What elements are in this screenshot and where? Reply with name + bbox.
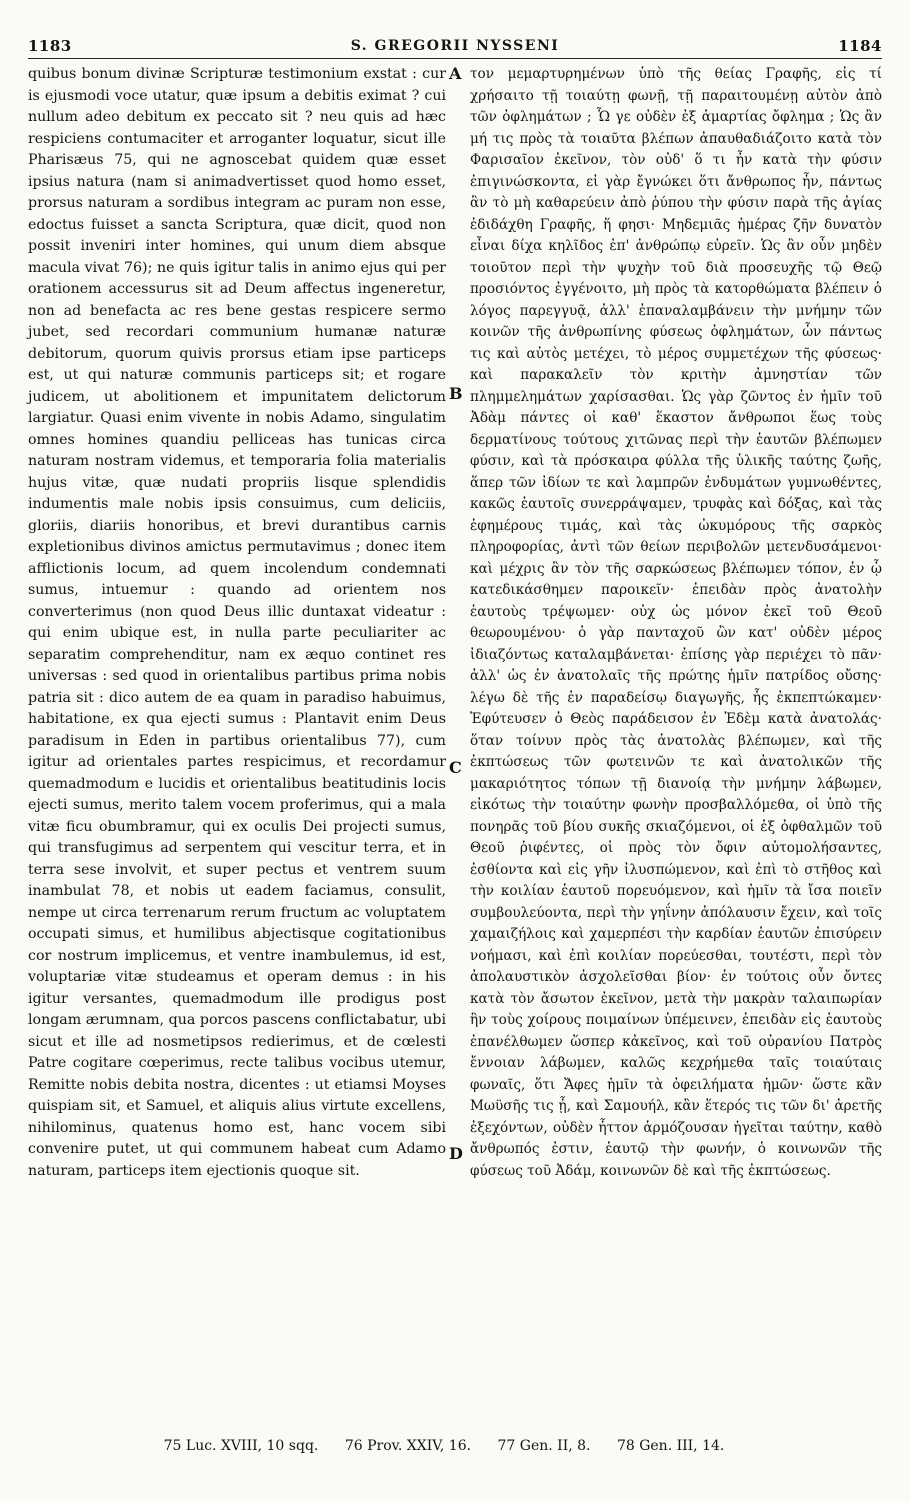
footnote: 78 Gen. III, 14. bbox=[616, 1438, 725, 1454]
footnote: 77 Gen. II, 8. bbox=[497, 1438, 591, 1454]
greek-column bbox=[470, 64, 882, 1182]
running-title: S. GREGORII NYSSENI bbox=[350, 38, 560, 54]
section-marker-b: B bbox=[449, 384, 463, 403]
page-number-left: 1183 bbox=[28, 37, 72, 55]
page-header bbox=[28, 34, 882, 59]
footnote: 76 Prov. XXIV, 16. bbox=[344, 1438, 472, 1454]
section-marker-c: C bbox=[449, 758, 462, 777]
latin-column bbox=[28, 64, 446, 1182]
page-number-right: 1184 bbox=[838, 37, 882, 55]
footnote: 75 Luc. XVIII, 10 sqq. bbox=[163, 1438, 319, 1454]
greek-text: τον μεμαρτυρημένων ὑπὸ τῆς θείας Γραφῆς, εἰς τί χρήσαιτο τῇ τοιαύτῃ φωνῇ, τῇ παραιτουμένῃ αὐτὸν ἀπὸ τῶν ὀφλημάτων ; Ὧ γε οὐδὲν ἐξ ἁμαρτίας ὄφλημα ; Ὡς ἂν μή τις πρὸς τὰ τοιαῦτα βλέπων ἀπαυθαδιάζοιτο κατὰ τὸν Φαρισαῖον ἐκεῖνον, τὸν οὐδ' ὅ τι ἦν κατὰ τὴν φύσιν ἐπιγινώσκοντα, εἰ γὰρ ἔγνώκει ὅτι ἄνθρωπος ἦν, πάντως ἂν τὸ μὴ καθαρεύειν ἀπὸ ῥύπου τὴν φύσιν παρὰ τῆς ἁγίας ἐδιδάχθη Γραφῆς, ἥ φησι· Μηδεμιᾶς ἡμέρας ζῆν δυνατὸν εἶναι δίχα κηλῖδος ἐπ' ἀνθρώπῳ εὑρεῖν. Ὡς ἂν οὖν μηδὲν τοιοῦτον περὶ τὴν ψυχὴν τοῦ διὰ προσευχῆς τῷ Θεῷ προσιόντος ἐγγένοιτο, μὴ πρὸς τὰ κατορθώματα βλέπειν ὁ λόγος παρεγγυᾷ, ἀλλ' ἐπαναλαμβάνειν τὴν μνήμην τῶν κοινῶν τῆς ἀνθρωπίνης φύσεως ὀφλημάτων, ὧν πάντως τις καὶ αὐτὸς μετέχει, τὸ μέρος συμμετέχων τῆς φύσεως· καὶ παρακαλεῖν τὸν κριτὴν ἀμνηστίαν τῶν πλημμελημάτων χαρίσασθαι. Ὡς γὰρ ζῶντος ἐν ἡμῖν τοῦ Ἀδὰμ πάντες οἱ καθ' ἕκαστον ἄνθρωποι ἕως τοὺς δερματίνους τούτους χιτῶνας περὶ τὴν ἑαυτῶν βλέπωμεν φύσιν, καὶ τὰ πρόσκαιρα φύλλα τῆς ὑλικῆς ταύτης ζωῆς, ἅπερ τῶν ἰδίων τε καὶ λαμπρῶν ἐνδυμάτων γυμνωθέντες, κακῶς ἑαυτοῖς συνερράψαμεν, τρυφὰς καὶ δόξας, καὶ τὰς ἐφημέρους τιμάς, καὶ τὰς ὠκυμόρους τῆς σαρκὸς πληροφορίας, ἀντὶ τῶν θείων περιβολῶν μετενδυσάμενοι· καὶ μέχρις ἂν τὸν τῆς σαρκώσεως βλέπωμεν τόπον, ἐν ᾧ κατεδικάσθημεν παροικεῖν· ἐπειδὰν πρὸς ἀνατολὴν ἑαυτοὺς τρέψωμεν· οὐχ ὡς μόνον ἐκεῖ τοῦ Θεοῦ θεωρουμένου· ὁ γὰρ πανταχοῦ ὢν κατ' οὐδὲν μέρος ἰδιαζόντως καταλαμβάνεται· ἐπίσης γὰρ περιέχει τὸ πᾶν· ἀλλ' ὡς ἐν ἀνατολαῖς τῆς πρώτης ἡμῖν πατρίδος οὔσης· λέγω δὲ τῆς ἐν παραδείσῳ διαγωγῆς, ἧς ἐκπεπτώκαμεν· Ἐφύτευσεν ὁ Θεὸς παράδεισον ἐν Ἐδὲμ κατὰ ἀνατολάς· ὅταν τοίνυν πρὸς τὰς ἀνατολὰς βλέπωμεν, καὶ τῆς ἐκπτώσεως τῶν φωτεινῶν τε καὶ ἀνατολικῶν τῆς μακαριότητος τόπων τῇ διανοίᾳ τὴν μνήμην λάβωμεν, εἰκότως τὴν τοιαύτην φωνὴν προσβαλλόμεθα, οἱ ὑπὸ τῆς πονηρᾶς τοῦ βίου συκῆς σκιαζόμενοι, οἱ ἐξ ὀφθαλμῶν τοῦ Θεοῦ ῥιφέντες, οἱ πρὸς τὸν ὄφιν αὐτομολήσαντες, ἐσθίοντα καὶ εἰς γῆν ἰλυσπώμενον, καὶ ἐπὶ τὸ στῆθος καὶ τὴν κοιλίαν ἑαυτοῦ πορευόμενον, καὶ ἡμῖν τὰ ἴσα ποιεῖν συμβουλεύοντα, περὶ τὴν γηΐνην ἀπόλαυσιν ἔχειν, καὶ τοῖς χαμαιζήλοις καὶ χαμερπέσι τὴν καρδίαν ἑαυτῶν ἐπισύρειν νοήμασι, καὶ ἐπὶ κοιλίαν πορεύεσθαι, τουτέστι, περὶ τὸν ἀπολαυστικὸν ἀσχολεῖσθαι βίον· ἐν τούτοις οὖν ὄντες κατὰ τὸν ἄσωτον ἐκεῖνον, μετὰ τὴν μακρὰν ταλαιπωρίαν ἣν τοὺς χοίρους ποιμαίνων ὑπέμεινεν, ἐπειδὰν εἰς ἑαυτοὺς ἐπανέλθωμεν ὥσπερ κἀκεῖνος, καὶ τοῦ οὐρανίου Πατρὸς ἔννοιαν λάβωμεν, καλῶς κεχρήμεθα ταῖς τοιαύταις φωναῖς, ὅτι Ἄφες ἡμῖν τὰ ὀφειλήματα ἡμῶν· ὥστε κἂν Μωϋσῆς τις ᾖ, καὶ Σαμουήλ, κἂν ἕτερός τις τῶν δι' ἀρετῆς ἐξεχόντων, οὐδὲν ἧττον ἁρμόζουσαν ἡγεῖται ταύτην, καθὸ ἄνθρωπός ἐστιν, ἑαυτῷ τὴν φωνήν, ὁ κοινωνῶν τῆς φύσεως τοῦ Ἀδάμ, κοινωνῶν δὲ καὶ τῆς ἐκπτώσεως. bbox=[470, 66, 882, 1179]
footnotes bbox=[28, 1438, 882, 1454]
section-marker-d: D bbox=[449, 1144, 463, 1163]
latin-text: quibus bonum divinæ Scripturæ testimonium exstat : cur is ejusmodi voce utatur, quæ ipsum a debitis eximat ? cui nullum adeo debitum ex peccato sit ? neu quis ad hæc respiciens contumaciter et arroganter loquatur, sicut ille Pharisæus 75, qui ne agnoscebat quidem quæ esset ipsius natura (nam si animadvertisset quod homo esset, prorsus naturam a sordibus integram ac puram non esse, edoctus fuisset a sancta Scriptura, quæ dicit, quod non possit inveniri inter homines, qui unum diem absque macula vivat 76); ne quis igitur talis in animo ejus qui per orationem accessurus sit ad Deum affectus ingeneretur, non ad benefacta ac res bene gestas respicere sermo jubet, sed recordari communium humanæ naturæ debitorum, quorum quivis prorsus etiam ipse particeps est, ut qui naturæ communis particeps sit; et rogare judicem, ut abolitionem et impunitatem delictorum largiatur. Quasi enim vivente in nobis Adamo, singulatim omnes homines quandiu pelliceas has tunicas circa naturam nostram videmus, et temporaria folia materialis hujus vitæ, quæ nudati propriis lisque splendidis indumentis male nobis ipsis consuimus, cum deliciis, gloriis, diariis honoribus, et brevi durantibus carnis expletionibus divinos amictus permutavimus ; donec item afflictionis locum, ad quem incolendum condemnati sumus, intuemur : quando ad orientem nos converterimus (non quod Deus illic duntaxat videatur : qui enim ubique est, in nulla parte peculiariter ac separatim comprehenditur, nam ex æquo continet res universas : sed quod in orientalibus partibus prima nobis patria sit : dico autem de ea quam in paradiso habuimus, habitatione, ex qua ejecti sumus : Plantavit enim Deus paradisum in Eden in partibus orientalibus 77), cum igitur ad orientales partes respicimus, et recordamur quemadmodum e lucidis et orientalibus beatitudinis locis ejecti sumus, merito talem vocem proferimus, qui a mala vitæ ficu obumbramur, qui ex oculis Dei projecti sumus, qui transfugimus ad serpentem qui vescitur terra, et in terra sese involvit, et super pectus et ventrem suum inambulat 78, et nobis ut eadem faciamus, consulit, nempe ut circa terrenarum rerum fructum ac voluptatem occupati simus, et humilibus abjectisque cogitationibus cor nostrum implicemus, et ventre inambulemus, id est, voluptariæ vitæ studeamus et operam demus : in his igitur versantes, quemadmodum ille prodigus post longam ærumnam, qua porcos pascens conflictabatur, ubi sicut et ille ad nosmetipsos redierimus, et de cœlesti Patre cogitare cœperimus, recte talibus vocibus utemur, Remitte nobis debita nostra, dicentes : ut etiamsi Moyses quispiam sit, et Samuel, et aliquis alius virtute excellens, nihilominus, quatenus homo est, hanc vocem sibi convenire putet, ut qui communem habeat cum Adamo naturam, particeps item ejectionis quoque sit. bbox=[28, 66, 446, 1179]
section-marker-a: A bbox=[449, 64, 462, 83]
